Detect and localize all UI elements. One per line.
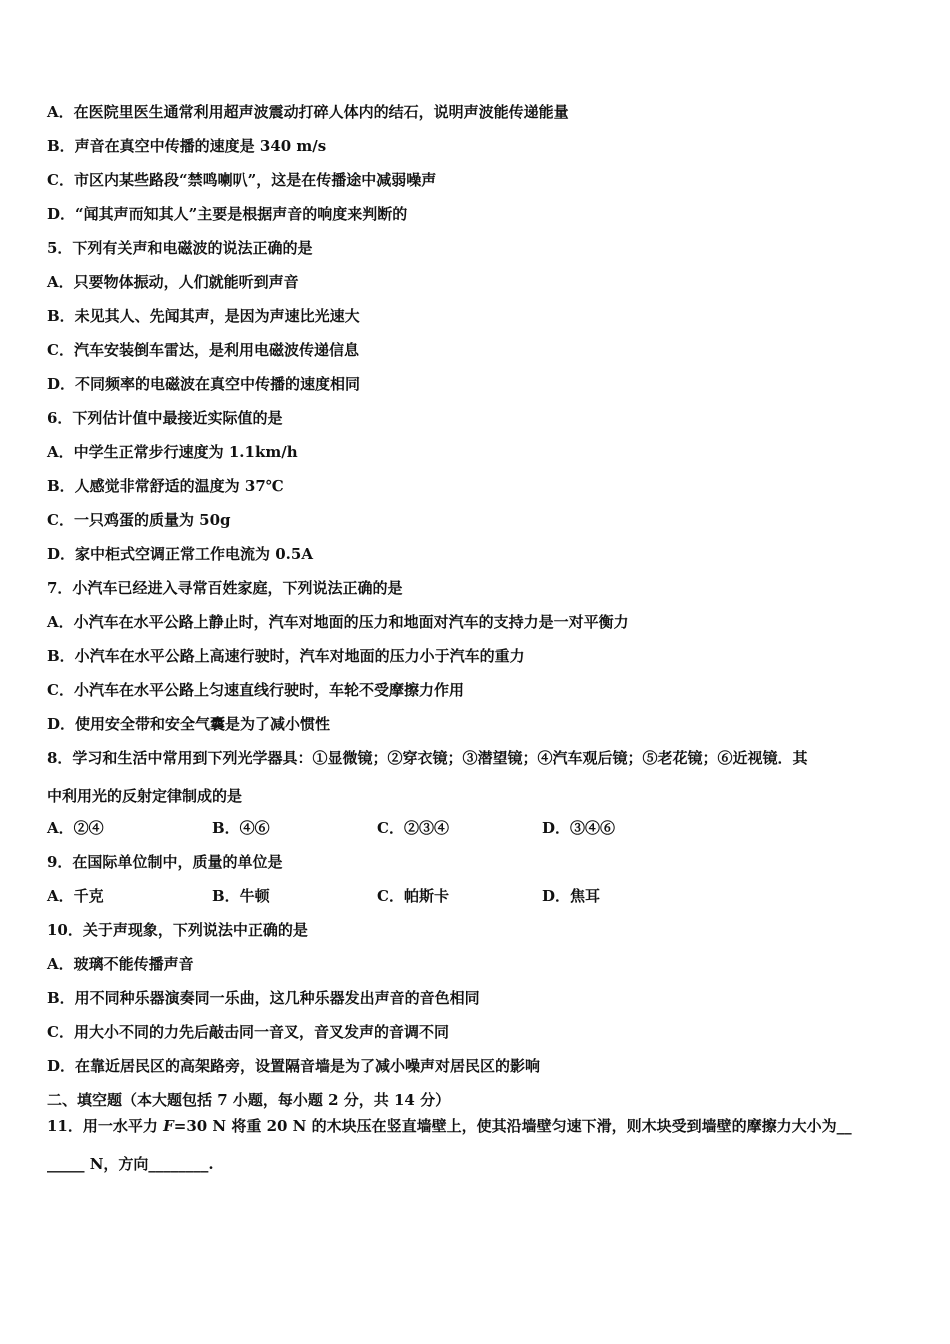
q7-stem: 7．小汽车已经进入寻常百姓家庭，下列说法正确的是 — [47, 579, 403, 597]
q7-option-d: D．使用安全带和安全气囊是为了减小惯性 — [47, 715, 331, 733]
q9-option-c: C．帕斯卡 — [377, 887, 449, 905]
q8-option-c: C．②③④ — [377, 819, 449, 837]
q10-option-d: D．在靠近居民区的高架路旁，设置隔音墙是为了减小噪声对居民区的影响 — [47, 1057, 541, 1075]
q11-variable-f: F — [163, 1117, 174, 1135]
q11-line2: _____ N，方向________. — [47, 1155, 214, 1173]
q9-option-d: D．焦耳 — [542, 887, 601, 905]
q10-option-a: A．玻璃不能传播声音 — [47, 955, 194, 973]
q8-option-a: A．②④ — [47, 819, 104, 837]
section-heading-fill-in: 二、填空题（本大题包括 7 小题，每小题 2 分，共 14 分） — [47, 1091, 451, 1109]
q5-option-c: C．汽车安装倒车雷达，是利用电磁波传递信息 — [47, 341, 359, 359]
q5-option-d: D．不同频率的电磁波在真空中传播的速度相同 — [47, 375, 361, 393]
q8-option-d: D．③④⑥ — [542, 819, 616, 837]
q5-option-b: B．未见其人、先闻其声，是因为声速比光速大 — [47, 307, 360, 325]
q6-option-c: C．一只鸡蛋的质量为 50g — [47, 511, 231, 529]
q9-option-b: B．牛顿 — [212, 887, 270, 905]
q9-option-a: A．千克 — [47, 887, 104, 905]
q4-option-c: C．市区内某些路段“禁鸣喇叭”，这是在传播途中减弱噪声 — [47, 171, 437, 189]
q7-option-a: A．小汽车在水平公路上静止时，汽车对地面的压力和地面对汽车的支持力是一对平衡力 — [47, 613, 629, 631]
q11-line1 — [47, 1116, 852, 1136]
q11-prefix: 11．用一水平力 — [47, 1117, 164, 1135]
q10-option-c: C．用大小不同的力先后敲击同一音叉，音叉发声的音调不同 — [47, 1023, 449, 1041]
q9-stem: 9．在国际单位制中，质量的单位是 — [47, 853, 283, 871]
q10-option-b: B．用不同种乐器演奏同一乐曲，这几种乐器发出声音的音色相同 — [47, 989, 480, 1007]
q6-stem: 6．下列估计值中最接近实际值的是 — [47, 409, 283, 427]
q8-stem-line1: 8．学习和生活中常用到下列光学器具：①显微镜；②穿衣镜；③潜望镜；④汽车观后镜；⑤老花镜；⑥近视镜．其 — [47, 749, 808, 767]
q4-option-b: B．声音在真空中传播的速度是 340 m/s — [47, 137, 327, 155]
q4-option-d: D．“闻其声而知其人”主要是根据声音的响度来判断的 — [47, 205, 408, 223]
q10-stem: 10．关于声现象，下列说法中正确的是 — [47, 921, 308, 939]
q6-option-b: B．人感觉非常舒适的温度为 37℃ — [47, 477, 284, 495]
q8-option-b: B．④⑥ — [212, 819, 270, 837]
q5-option-a: A．只要物体振动，人们就能听到声音 — [47, 273, 299, 291]
q4-option-a: A．在医院里医生通常利用超声波震动打碎人体内的结石，说明声波能传递能量 — [47, 103, 569, 121]
q8-stem-line2: 中利用光的反射定律制成的是 — [47, 787, 243, 805]
q5-stem: 5．下列有关声和电磁波的说法正确的是 — [47, 239, 313, 257]
q7-option-c: C．小汽车在水平公路上匀速直线行驶时，车轮不受摩擦力作用 — [47, 681, 464, 699]
q6-option-a: A．中学生正常步行速度为 1.1km/h — [47, 443, 298, 461]
q6-option-d: D．家中柜式空调正常工作电流为 0.5A — [47, 545, 313, 563]
q7-option-b: B．小汽车在水平公路上高速行驶时，汽车对地面的压力小于汽车的重力 — [47, 647, 525, 665]
q11-rest: =30 N 将重 20 N 的木块压在竖直墙壁上，使其沿墙壁匀速下滑，则木块受到墙壁的摩擦力大小为__ — [173, 1117, 852, 1135]
